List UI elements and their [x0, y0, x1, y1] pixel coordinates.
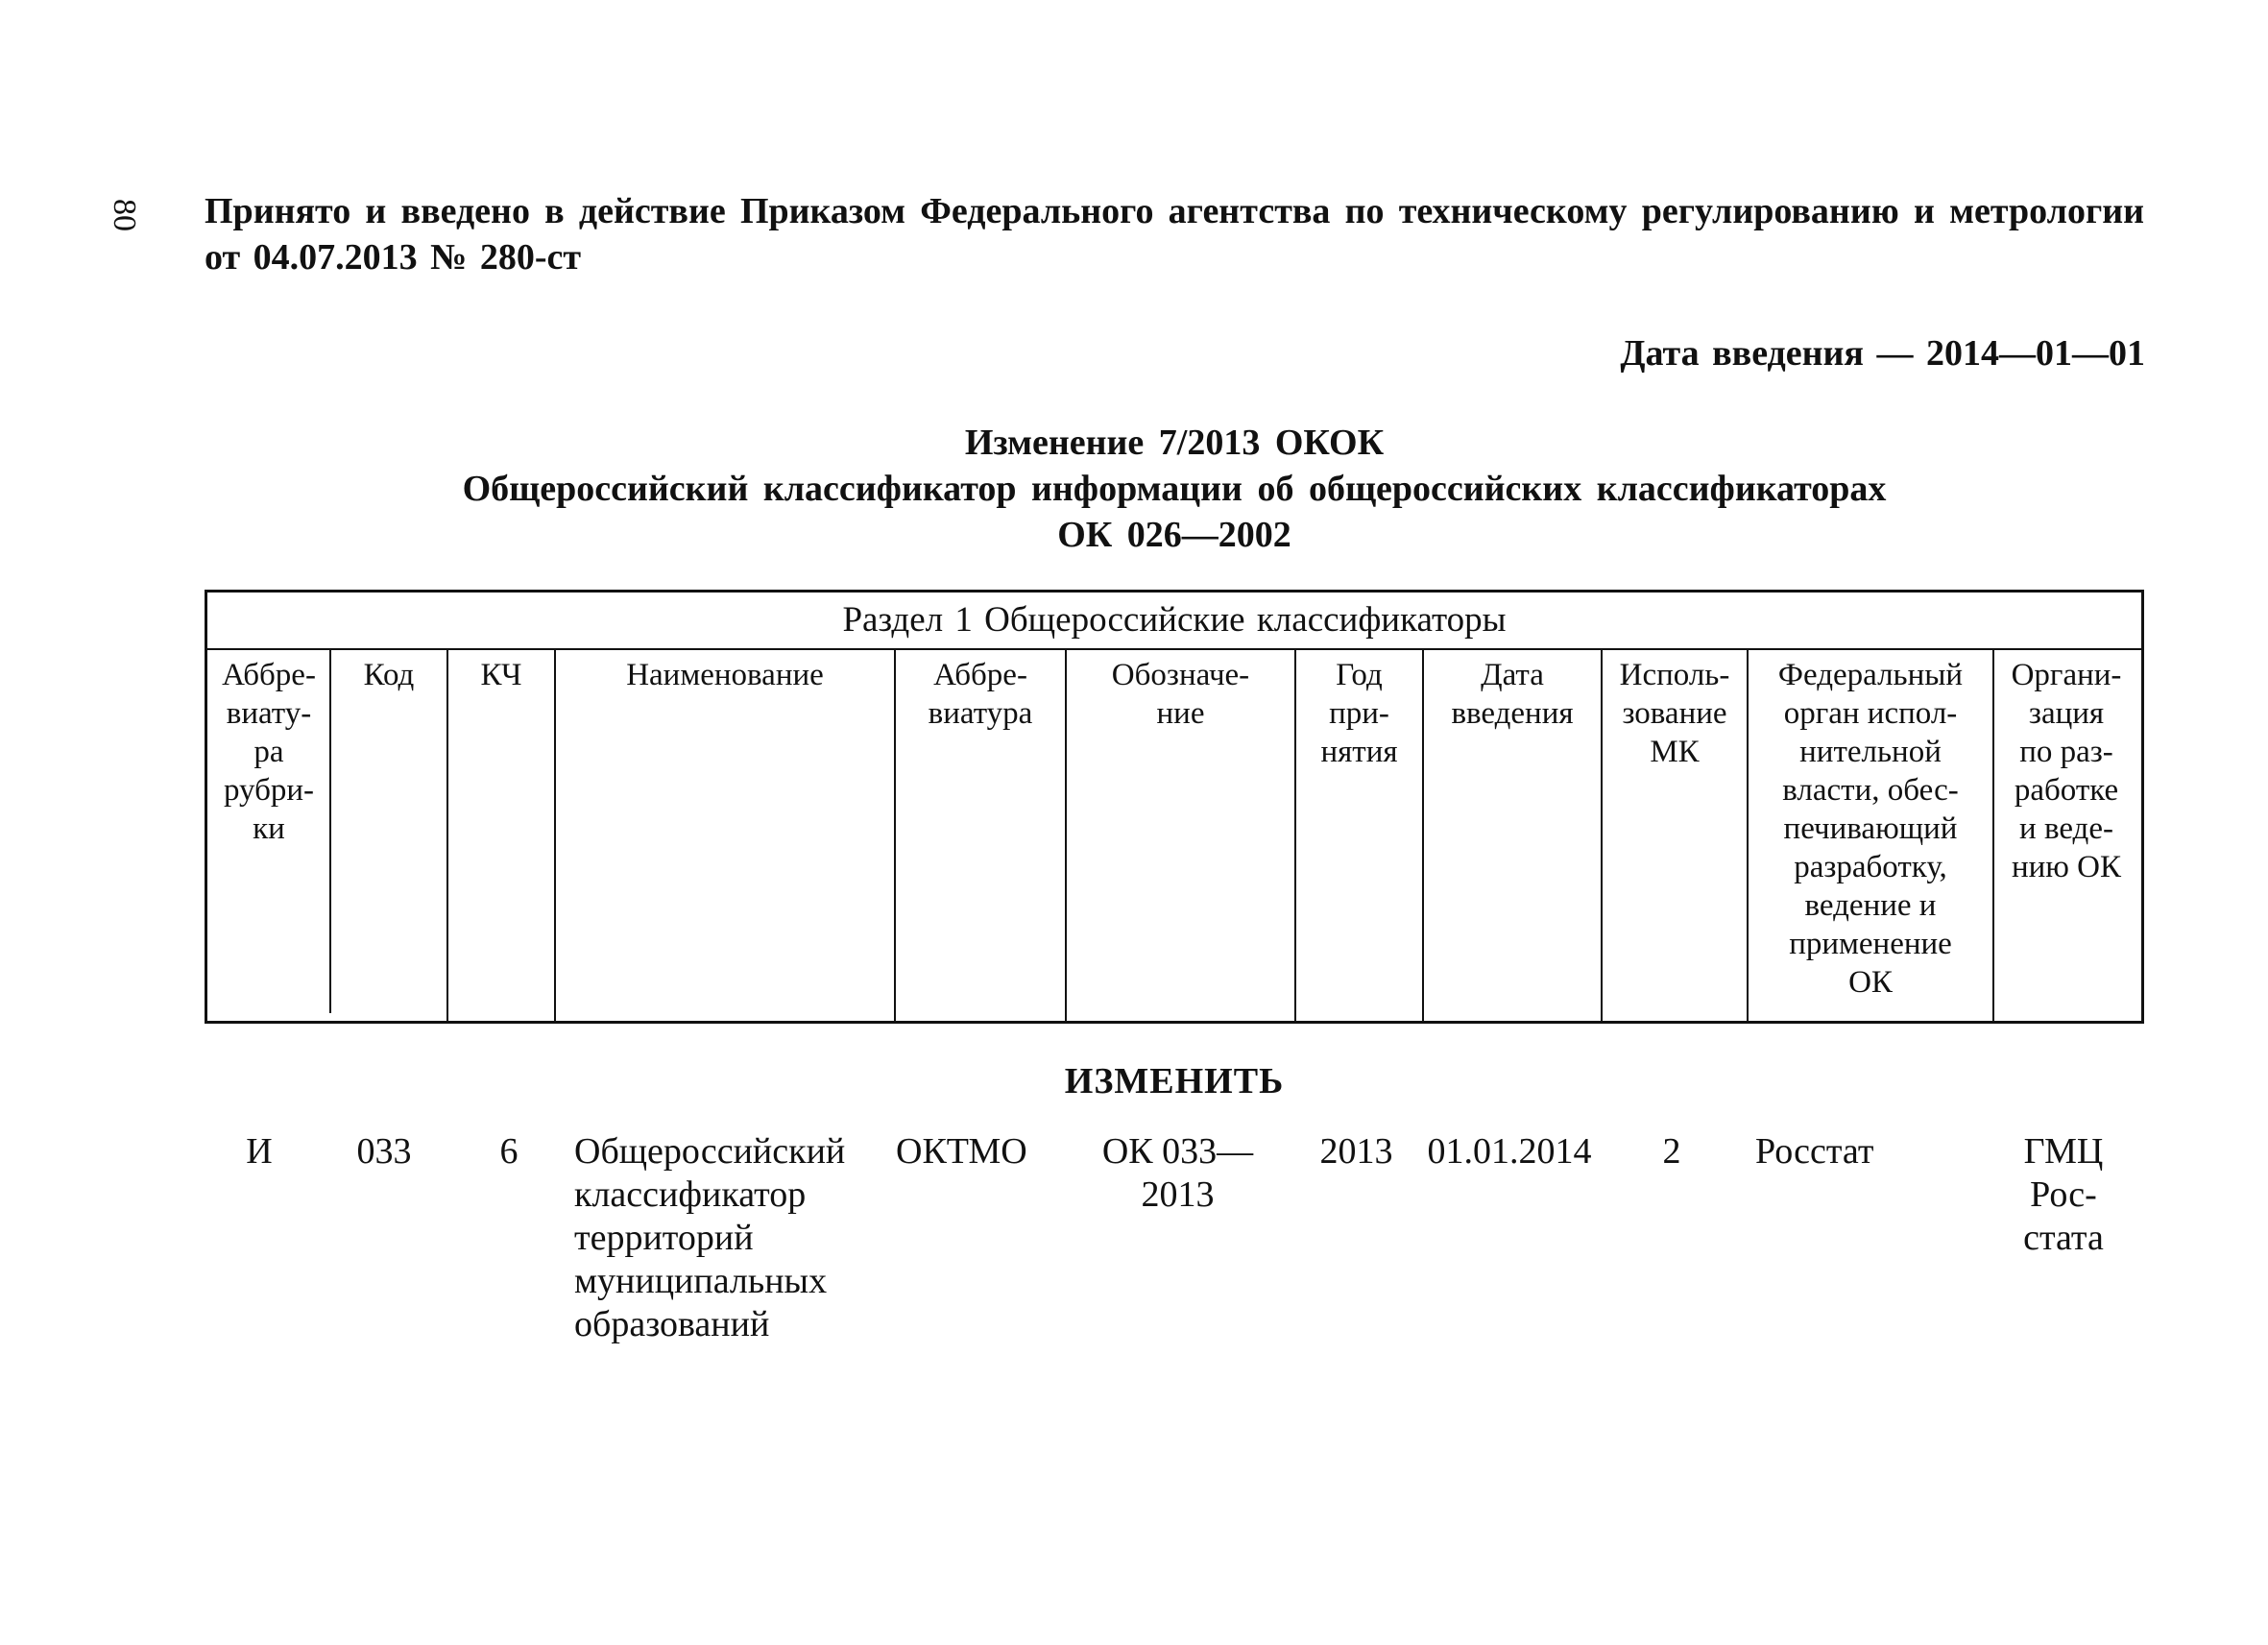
column-header-rubric: Аббре- виату- ра рубри- ки [222, 658, 316, 846]
classifier-table-header [205, 590, 2144, 1024]
column-header-federal-body: Федеральный орган испол- нительной власти, обес- печивающий разработку, ведение и применение ОК [1777, 658, 1964, 1000]
adoption-statement: Принято и введено в действие Приказом Федерального агентства по техническому регулированию и метрологии от 04.07.2013 № 280-ст [205, 191, 2144, 278]
cell-abbreviation: ОКТМО [896, 1131, 1027, 1172]
cell-name: Общероссийский классификатор территорий муниципальных образований [574, 1131, 846, 1344]
column-header-designation: Обозначе- ние [1111, 658, 1250, 731]
section-title: Раздел 1 Общероссийские классификаторы [207, 593, 2141, 650]
title-line-3: ОК 026—2002 [1057, 515, 1291, 555]
column-header-organization: Органи- зация по раз- работке и веде- нию ОК [2011, 658, 2122, 884]
page-number: 80 [107, 199, 142, 231]
column-header-abbreviation: Аббре- виатура [928, 658, 1033, 731]
document-title [205, 420, 2144, 558]
cell-mk-usage: 2 [1662, 1131, 1681, 1172]
cell-year: 2013 [1319, 1131, 1393, 1172]
cell-designation: ОК 033— 2013 [1101, 1131, 1254, 1215]
column-header-code: Код [363, 658, 415, 692]
introduction-date: Дата введения — 2014—01—01 [1620, 333, 2145, 374]
column-header-name: Наименование [626, 658, 824, 692]
column-header-kch: КЧ [480, 658, 522, 692]
column-header-intro-date: Дата введения [1451, 658, 1574, 731]
column-header-mk-usage: Исполь- зование МК [1619, 658, 1730, 769]
column-header-year: Год при- нятия [1320, 658, 1398, 769]
cell-organization: ГМЦ Рос- стата [2023, 1131, 2104, 1258]
cell-intro-date: 01.01.2014 [1427, 1131, 1592, 1172]
action-heading: ИЗМЕНИТЬ [1064, 1061, 1285, 1101]
cell-kch: 6 [499, 1131, 519, 1172]
cell-rubric: И [246, 1131, 273, 1172]
title-line-1: Изменение 7/2013 ОКОК [964, 423, 1385, 463]
title-line-2: Общероссийский классификатор информации об общероссийских классификаторах [462, 469, 1887, 509]
cell-federal-body: Росстат [1755, 1131, 1874, 1172]
cell-code: 033 [356, 1131, 412, 1172]
